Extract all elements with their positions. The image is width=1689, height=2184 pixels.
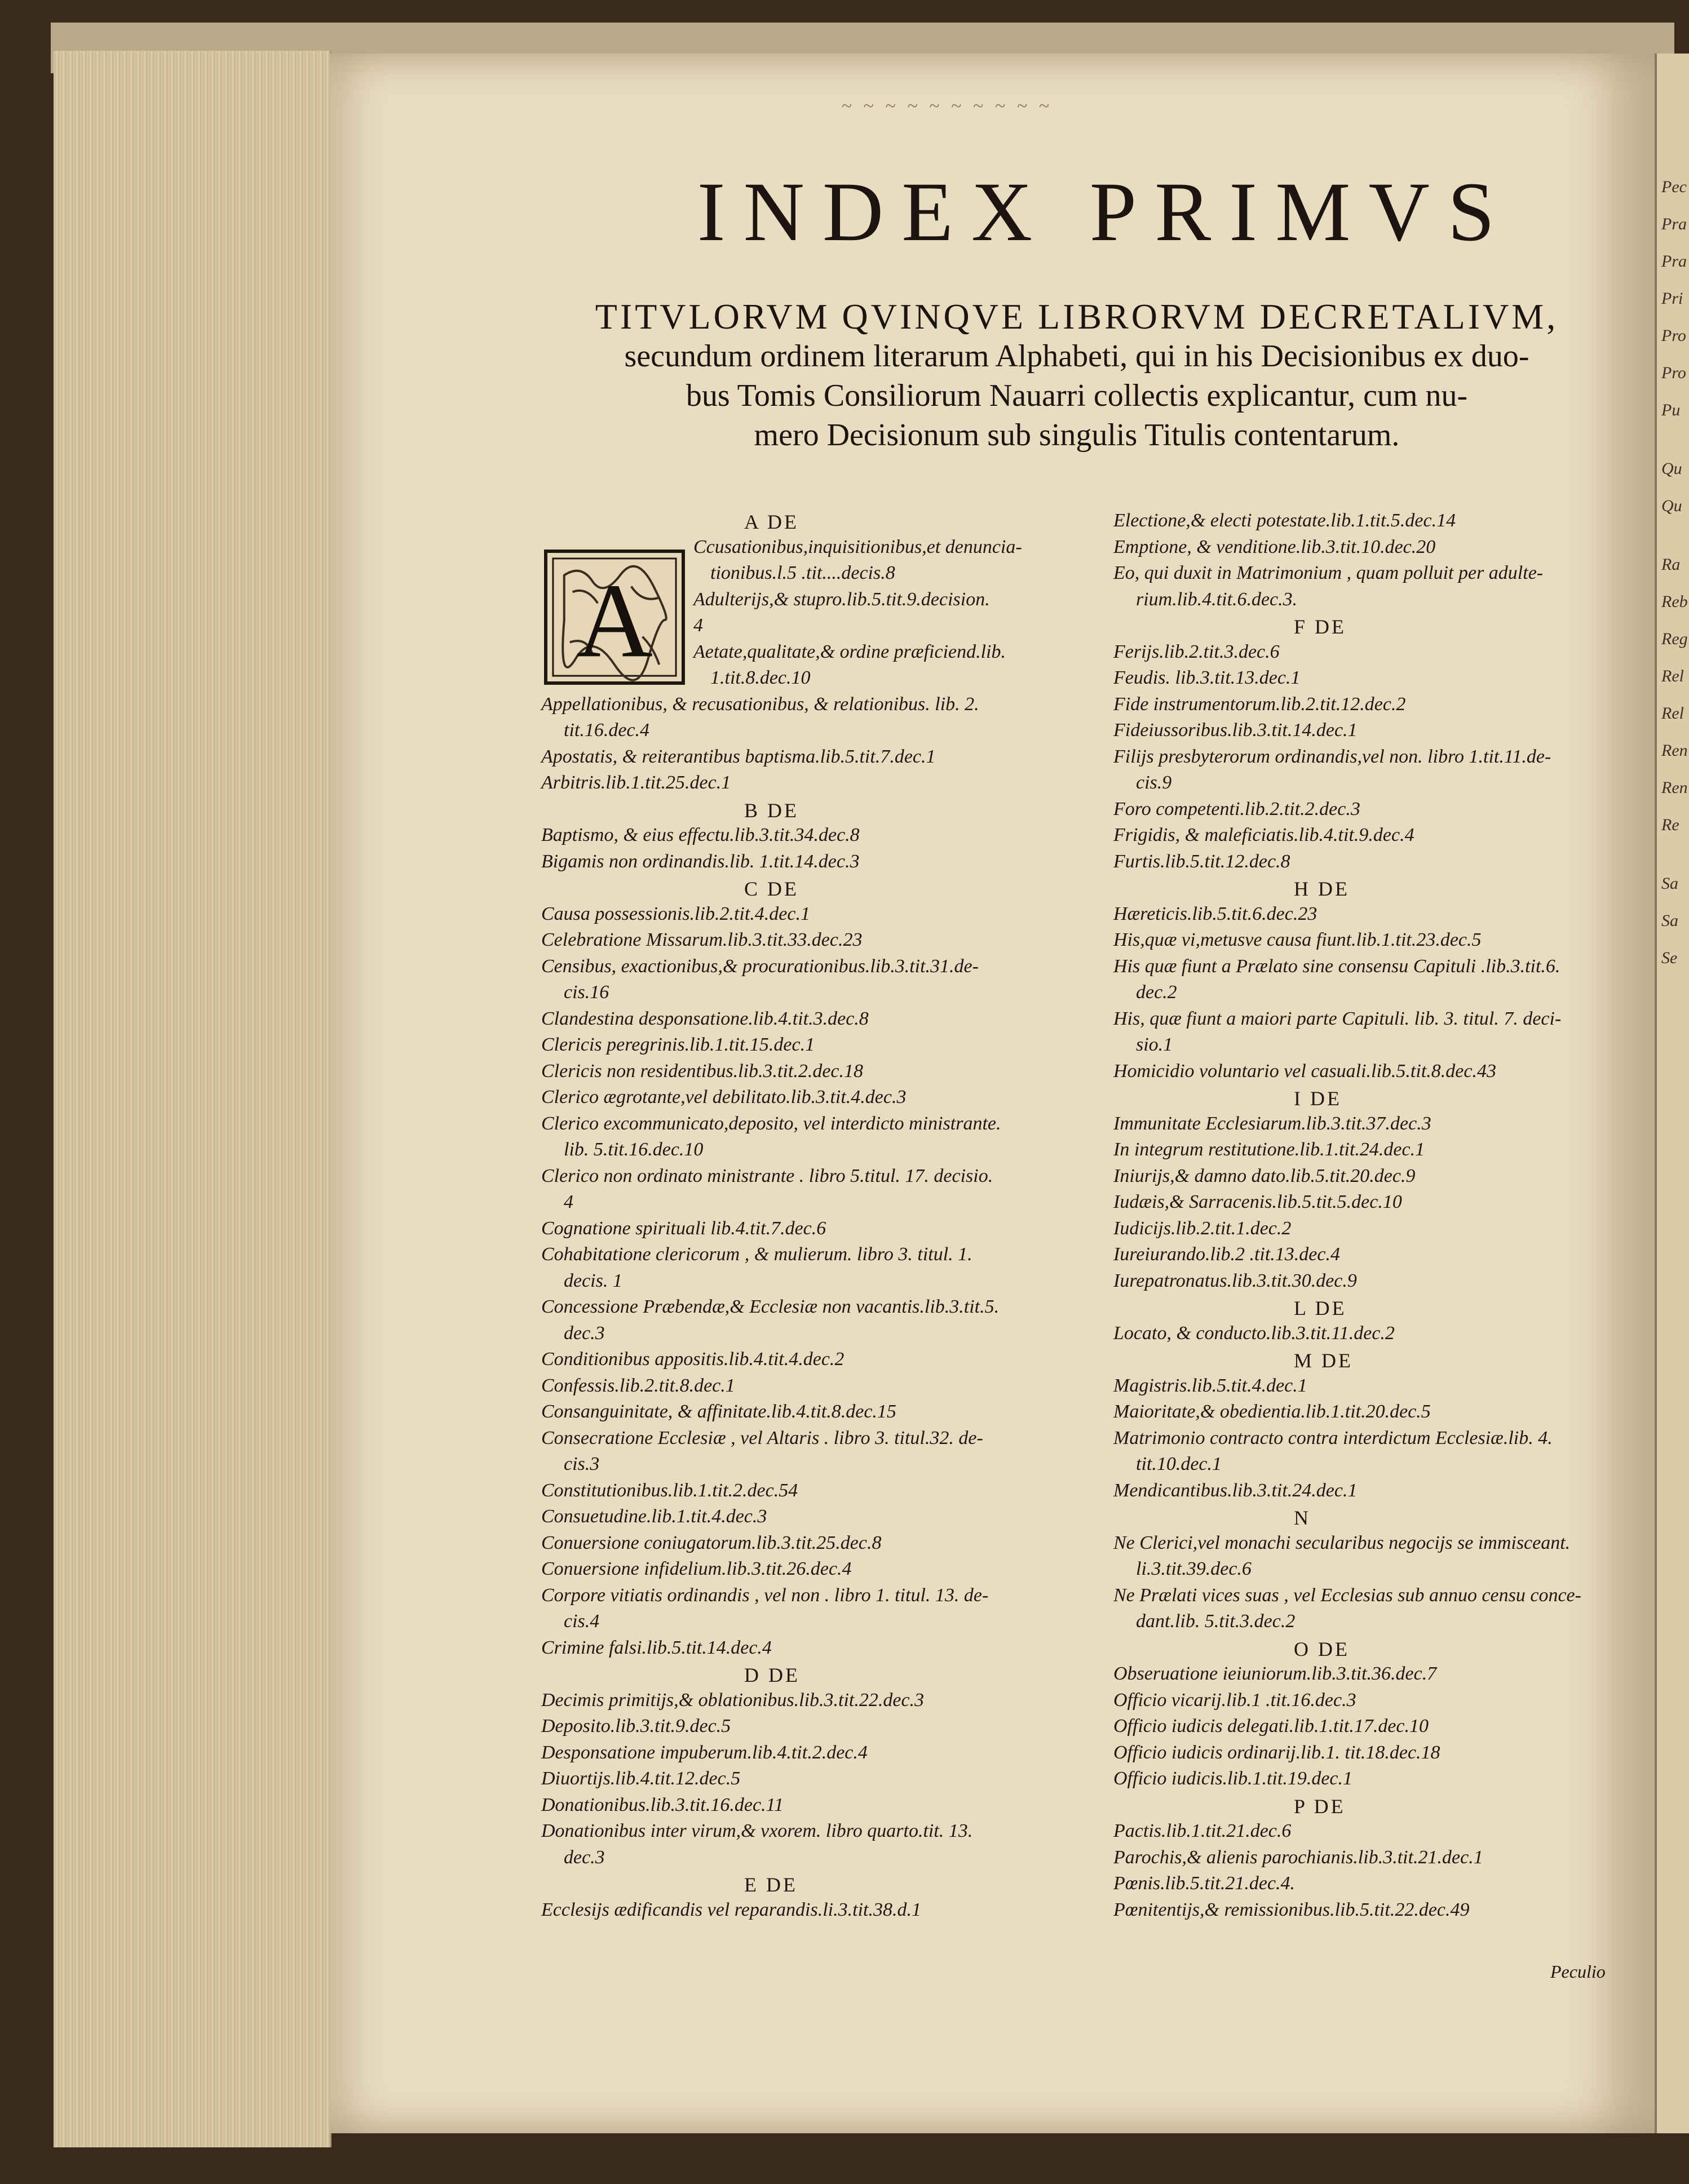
subtitle-line-3: bus Tomis Consiliorum Nauarri collectis explicantur, cum nu- — [686, 378, 1468, 413]
index-entry: Diuortijs.lib.4.tit.12.dec.5 — [541, 1768, 741, 1789]
index-entry: Censibus, exactionibus,& procurationibus.lib.3.tit.31.de- — [541, 955, 979, 977]
index-entry: His, quæ fiunt a maiori parte Capituli. lib. 3. titul. 7. deci- — [1113, 1008, 1562, 1029]
next-page-fragment: Reb — [1661, 592, 1688, 611]
index-entry: Causa possessionis.lib.2.tit.4.dec.1 — [541, 903, 810, 924]
letter-heading: B DE — [744, 799, 799, 822]
index-entry: Deposito.lib.3.tit.9.dec.5 — [541, 1716, 731, 1736]
index-entry: Clandestina desponsatione.lib.4.tit.3.dec.8 — [541, 1008, 869, 1029]
index-entry: Officio iudicis ordinarij.lib.1. tit.18.dec.18 — [1113, 1742, 1440, 1763]
next-page-fragment: Pro — [1661, 326, 1686, 345]
letter-heading: M DE — [1294, 1349, 1353, 1372]
index-entry: cis.4 — [564, 1611, 600, 1632]
initial-letter: A — [576, 561, 653, 680]
next-page-fragment: Sa — [1661, 911, 1678, 930]
index-entry: decis. 1 — [564, 1270, 622, 1291]
index-entry: Iudæis,& Sarracenis.lib.5.tit.5.dec.10 — [1113, 1191, 1402, 1212]
next-page-fragment: Qu — [1661, 497, 1682, 515]
next-page-fragment: Pra — [1661, 252, 1687, 271]
subtitle-line-1: TITVLORVM QVINQVE LIBRORVM DECRETALIVM, — [595, 296, 1559, 336]
letter-heading: H DE — [1294, 878, 1350, 900]
index-entry: Mendicantibus.lib.3.tit.24.dec.1 — [1113, 1479, 1358, 1501]
index-entry: Confessis.lib.2.tit.8.dec.1 — [541, 1375, 735, 1396]
index-entry: Fideiussoribus.lib.3.tit.14.dec.1 — [1113, 720, 1358, 741]
index-entry: Frigidis, & maleficiatis.lib.4.tit.9.dec.4 — [1113, 825, 1414, 845]
index-entry: Constitutionibus.lib.1.tit.2.dec.54 — [541, 1479, 798, 1501]
index-entry: Magistris.lib.5.tit.4.dec.1 — [1113, 1375, 1307, 1396]
index-entry: Clericis peregrinis.lib.1.tit.15.dec.1 — [541, 1034, 815, 1055]
letter-heading: N — [1294, 1507, 1311, 1529]
index-entry: dant.lib. 5.tit.3.dec.2 — [1136, 1611, 1296, 1632]
index-entry: Pœnis.lib.5.tit.21.dec.4. — [1113, 1873, 1296, 1894]
index-entry: Consanguinitate, & affinitate.lib.4.tit.8.dec.15 — [541, 1401, 896, 1422]
index-entry: cis.9 — [1136, 772, 1172, 793]
index-entry: tit.16.dec.4 — [564, 720, 650, 741]
index-entry: Arbitris.lib.1.tit.25.dec.1 — [541, 772, 731, 793]
index-entry: Foro competenti.lib.2.tit.2.dec.3 — [1113, 798, 1360, 819]
letter-heading: D DE — [744, 1664, 800, 1686]
next-page-fragment: Ren — [1661, 741, 1688, 760]
index-entry: Ne Clerici,vel monachi secularibus negocijs se immisceant. — [1113, 1532, 1571, 1553]
next-page-fragment: Pra — [1661, 215, 1687, 233]
index-entry: Bigamis non ordinandis.lib. 1.tit.14.dec.3 — [541, 850, 860, 872]
next-page-fragment: Se — [1661, 949, 1678, 967]
catchword: Peculio — [1550, 1961, 1606, 1982]
index-entry: Consuetudine.lib.1.tit.4.dec.3 — [541, 1506, 767, 1527]
index-entry: Iniurijs,& damno dato.lib.5.tit.20.dec.9 — [1113, 1165, 1416, 1186]
index-entry: His quæ fiunt a Prælato sine consensu Capituli .lib.3.tit.6. — [1113, 955, 1560, 977]
index-entry: Hæreticis.lib.5.tit.6.dec.23 — [1113, 903, 1317, 924]
index-entry: Ferijs.lib.2.tit.3.dec.6 — [1113, 641, 1280, 662]
next-page-fragment: Reg — [1661, 630, 1688, 648]
letter-heading: L DE — [1294, 1297, 1347, 1319]
index-entry: Crimine falsi.lib.5.tit.14.dec.4 — [541, 1637, 772, 1658]
index-entry: His,quæ vi,metusve causa fiunt.lib.1.tit.23.dec.5 — [1113, 929, 1482, 950]
next-page-fragment: Ren — [1661, 778, 1688, 797]
index-entry: li.3.tit.39.dec.6 — [1136, 1558, 1252, 1579]
next-page-fragment: Re — [1661, 816, 1679, 834]
index-entry: Adulterijs,& stupro.lib.5.tit.9.decision. — [693, 588, 990, 610]
letter-heading: O DE — [1294, 1637, 1350, 1660]
letter-heading: I DE — [1294, 1087, 1342, 1110]
index-entry: Locato, & conducto.lib.3.tit.11.dec.2 — [1113, 1322, 1395, 1344]
index-entry: rium.lib.4.tit.6.dec.3. — [1136, 588, 1298, 610]
index-entry: Desponsatione impuberum.lib.4.tit.2.dec.4 — [541, 1742, 868, 1763]
decorated-initial — [544, 550, 685, 685]
index-entry: Conuersione coniugatorum.lib.3.tit.25.dec.8 — [541, 1532, 882, 1553]
decorated-initial-icon — [547, 553, 682, 681]
index-entry: tit.10.dec.1 — [1136, 1454, 1222, 1474]
index-entry: Emptione, & venditione.lib.3.tit.10.dec.20 — [1113, 536, 1436, 557]
page-title: INDEX PRIMVS — [697, 165, 1513, 259]
index-entry: Aetate,qualitate,& ordine præficiend.lib. — [693, 641, 1006, 662]
index-entry: Clericis non residentibus.lib.3.tit.2.dec.18 — [541, 1060, 864, 1082]
index-entry: Parochis,& alienis parochianis.lib.3.tit.21.dec.1 — [1113, 1846, 1483, 1868]
index-entry: Pactis.lib.1.tit.21.dec.6 — [1113, 1820, 1292, 1841]
letter-heading: E DE — [744, 1873, 798, 1896]
index-entry: Iudicijs.lib.2.tit.1.dec.2 — [1113, 1217, 1292, 1239]
next-page-fragment: Pec — [1661, 178, 1687, 196]
next-page-fragment: Pri — [1661, 289, 1683, 308]
index-entry: Iureiurando.lib.2 .tit.13.dec.4 — [1113, 1244, 1340, 1265]
index-entry: Officio iudicis.lib.1.tit.19.dec.1 — [1113, 1768, 1353, 1789]
index-entry: Baptismo, & eius effectu.lib.3.tit.34.dec.8 — [541, 825, 860, 845]
headpiece-ornament: ~ ~ ~ ~ ~ ~ ~ ~ ~ ~ — [841, 96, 1053, 117]
index-entry: Clerico non ordinato ministrante . libro 5.titul. 17. decisio. — [541, 1165, 993, 1186]
page-fore-edge — [54, 51, 331, 2147]
index-entry: Corpore vitiatis ordinandis , vel non . libro 1. titul. 13. de- — [541, 1584, 989, 1606]
index-entry: Appellationibus, & recusationibus, & relationibus. lib. 2. — [541, 693, 979, 715]
next-page-fragment: Qu — [1661, 459, 1682, 478]
index-entry: Feudis. lib.3.tit.13.dec.1 — [1113, 667, 1301, 688]
index-entry: Pœnitentijs,& remissionibus.lib.5.tit.22.dec.49 — [1113, 1899, 1470, 1920]
letter-heading: A DE — [744, 511, 799, 533]
index-entry: Homicidio voluntario vel casuali.lib.5.tit.8.dec.43 — [1113, 1060, 1496, 1082]
index-entry: cis.3 — [564, 1454, 600, 1474]
index-entry: Ecclesijs ædificandis vel reparandis.li.3.tit.38.d.1 — [541, 1899, 921, 1920]
index-entry: Consecratione Ecclesiæ , vel Altaris . libro 3. titul.32. de- — [541, 1427, 983, 1448]
next-page-strip — [1655, 54, 1689, 2133]
index-entry: Officio iudicis delegati.lib.1.tit.17.dec.10 — [1113, 1716, 1429, 1736]
index-entry: Cognatione spirituali lib.4.tit.7.dec.6 — [541, 1217, 826, 1239]
subtitle-line-2: secundum ordinem literarum Alphabeti, qui in his Decisionibus ex duo- — [624, 339, 1529, 374]
letter-heading: C DE — [744, 878, 799, 900]
letter-heading: F DE — [1294, 615, 1347, 638]
index-entry: Matrimonio contracto contra interdictum Ecclesiæ.lib. 4. — [1113, 1427, 1553, 1448]
index-entry: Decimis primitijs,& oblationibus.lib.3.tit.22.dec.3 — [541, 1689, 925, 1711]
index-entry: 1.tit.8.dec.10 — [710, 667, 811, 688]
index-entry: Ne Prælati vices suas , vel Ecclesias sub annuo censu conce- — [1113, 1584, 1581, 1606]
index-entry: Concessione Præbendæ,& Ecclesiæ non vacantis.lib.3.tit.5. — [541, 1296, 1000, 1317]
index-entry: Donationibus.lib.3.tit.16.dec.11 — [541, 1794, 784, 1815]
next-page-fragment: Rel — [1661, 667, 1684, 685]
index-entry: dec.3 — [564, 1846, 605, 1868]
index-entry: Clerico excommunicato,deposito, vel interdicto ministrante. — [541, 1113, 1001, 1134]
index-entry: sio.1 — [1136, 1034, 1173, 1055]
index-entry: tionibus.l.5 .tit....decis.8 — [710, 562, 895, 583]
next-page-fragment: Pu — [1661, 401, 1681, 419]
index-entry: cis.16 — [564, 982, 609, 1003]
index-entry: Conditionibus appositis.lib.4.tit.4.dec.2 — [541, 1349, 844, 1370]
index-entry: Celebratione Missarum.lib.3.tit.33.dec.23 — [541, 929, 863, 950]
index-entry: 4 — [564, 1191, 573, 1212]
index-entry: 4 — [693, 615, 703, 636]
index-entry: In integrum restitutione.lib.1.tit.24.dec.1 — [1113, 1139, 1425, 1160]
index-entry: Filijs presbyterorum ordinandis,vel non. libro 1.tit.11.de- — [1113, 746, 1551, 767]
index-entry: Donationibus inter virum,& vxorem. libro quarto.tit. 13. — [541, 1820, 973, 1841]
index-entry: Immunitate Ecclesiarum.lib.3.tit.37.dec.3 — [1113, 1113, 1431, 1134]
next-page-fragment: Ra — [1661, 555, 1681, 574]
index-entry: Maioritate,& obedientia.lib.1.tit.20.dec.5 — [1113, 1401, 1431, 1422]
index-entry: dec.3 — [564, 1322, 605, 1344]
letter-heading: P DE — [1294, 1795, 1346, 1818]
index-entry: Conuersione infidelium.lib.3.tit.26.dec.4 — [541, 1558, 852, 1579]
index-entry: dec.2 — [1136, 982, 1177, 1003]
index-entry: Iurepatronatus.lib.3.tit.30.dec.9 — [1113, 1270, 1357, 1291]
subtitle-line-4: mero Decisionum sub singulis Titulis contentarum. — [754, 418, 1400, 453]
index-entry: Officio vicarij.lib.1 .tit.16.dec.3 — [1113, 1689, 1356, 1711]
index-entry: Cohabitatione clericorum , & mulierum. libro 3. titul. 1. — [541, 1244, 972, 1265]
next-page-fragment: Pro — [1661, 364, 1686, 382]
next-page-fragment: Sa — [1661, 874, 1678, 893]
index-entry: Ccusationibus,inquisitionibus,et denuncia- — [693, 536, 1022, 557]
index-entry: Obseruatione ieiuniorum.lib.3.tit.36.dec.7 — [1113, 1663, 1437, 1684]
index-entry: Apostatis, & reiterantibus baptisma.lib.5.tit.7.dec.1 — [541, 746, 936, 767]
index-entry: Furtis.lib.5.tit.12.dec.8 — [1113, 850, 1290, 872]
index-entry: lib. 5.tit.16.dec.10 — [564, 1139, 704, 1160]
next-page-fragment: Rel — [1661, 704, 1684, 723]
index-entry: Fide instrumentorum.lib.2.tit.12.dec.2 — [1113, 693, 1406, 715]
index-entry: Electione,& electi potestate.lib.1.tit.5.dec.14 — [1113, 510, 1456, 531]
index-entry: Eo, qui duxit in Matrimonium , quam polluit per adulte- — [1113, 562, 1544, 583]
index-entry: Clerico ægrotante,vel debilitato.lib.3.tit.4.dec.3 — [541, 1087, 907, 1107]
